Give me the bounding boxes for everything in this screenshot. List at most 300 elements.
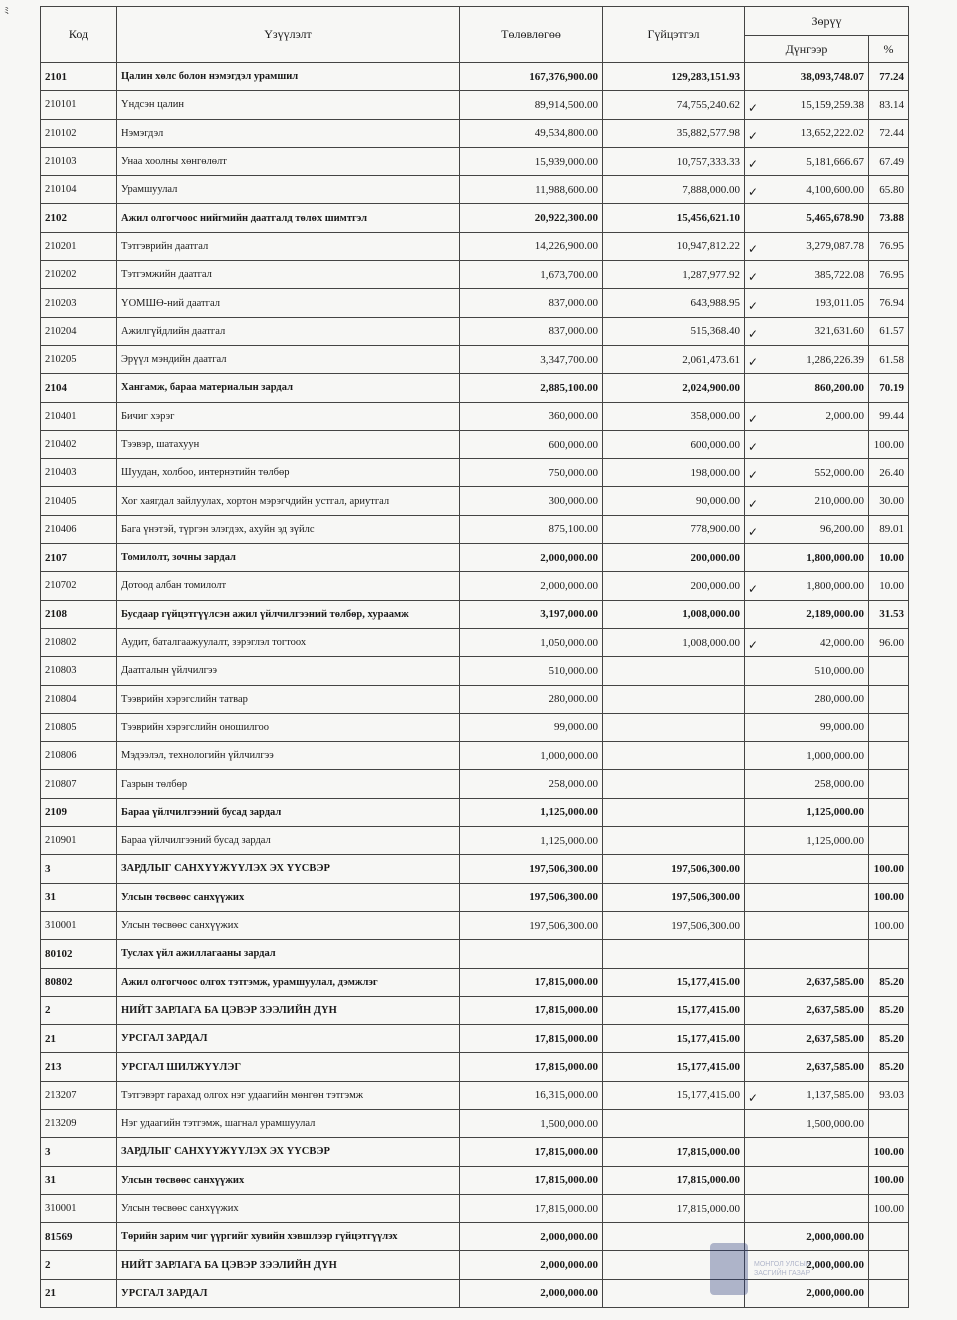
- row-plan-cell-text: 2,885,100.00: [540, 381, 598, 394]
- row-code-cell-text: 210805: [45, 721, 77, 733]
- row-plan-cell: [460, 487, 603, 515]
- row-diff-cell-text: 2,637,585.00: [806, 1061, 864, 1074]
- row-plan-cell: [460, 261, 603, 289]
- row-code-cell: [41, 459, 117, 487]
- row-percent-cell: [869, 374, 909, 402]
- row-code-cell-text: 210103: [45, 156, 77, 168]
- row-actual-cell-text: 600,000.00: [690, 438, 740, 451]
- row-plan-cell: [460, 883, 603, 911]
- row-plan-cell-text: 11,988,600.00: [535, 183, 598, 196]
- row-name-cell: [117, 1223, 460, 1251]
- row-percent-cell-text: 100.00: [873, 1174, 905, 1187]
- table-row: [41, 883, 909, 911]
- row-plan-cell-text: 837,000.00: [548, 325, 598, 338]
- table-row: [41, 147, 909, 175]
- row-name-cell-text: Бараа үйлчилгээний бусад зардал: [121, 835, 271, 847]
- row-actual-cell-text: 10,757,333.33: [676, 155, 740, 168]
- row-percent-cell-text: 76.95: [879, 240, 905, 253]
- row-plan-cell-text: 197,506,300.00: [529, 919, 598, 932]
- row-code-cell-text: 2: [45, 1004, 51, 1017]
- table-row: [41, 261, 909, 289]
- row-code-cell-text: 210406: [45, 523, 77, 535]
- row-plan-cell: [460, 1081, 603, 1109]
- row-percent-cell: [869, 628, 909, 656]
- row-percent-cell: [869, 572, 909, 600]
- row-name-cell: [117, 685, 460, 713]
- row-actual-cell-text: 515,368.40: [690, 325, 740, 338]
- row-diff-cell-text: 2,000,000.00: [806, 1259, 864, 1272]
- row-actual-cell-text: 1,008,000.00: [682, 636, 740, 649]
- row-code-cell-text: 210804: [45, 693, 77, 705]
- row-plan-cell: [460, 459, 603, 487]
- row-code-cell-text: 2101: [45, 70, 67, 83]
- table-row: [41, 685, 909, 713]
- row-code-cell: [41, 996, 117, 1024]
- row-actual-cell: [603, 176, 745, 204]
- table-row: [41, 119, 909, 147]
- row-plan-cell: [460, 996, 603, 1024]
- row-diff-cell-text: 1,286,226.39: [806, 353, 864, 366]
- row-code-cell-text: 210807: [45, 778, 77, 790]
- row-plan-cell-text: 17,815,000.00: [534, 1032, 598, 1045]
- row-diff-cell-text: 13,652,222.02: [800, 127, 864, 140]
- row-diff-cell: [745, 402, 869, 430]
- row-code-cell-text: 210102: [45, 127, 77, 139]
- table-row: [41, 374, 909, 402]
- row-percent-cell: [869, 968, 909, 996]
- row-percent-cell: [869, 600, 909, 628]
- row-plan-cell-text: 167,376,900.00: [529, 70, 598, 83]
- table-row: [41, 402, 909, 430]
- row-actual-cell: [603, 572, 745, 600]
- row-plan-cell: [460, 430, 603, 458]
- row-diff-cell: [745, 940, 869, 968]
- row-name-cell: [117, 261, 460, 289]
- row-name-cell: [117, 515, 460, 543]
- row-name-cell: [117, 1166, 460, 1194]
- row-actual-cell-text: 15,177,415.00: [676, 1032, 740, 1045]
- row-diff-cell: [745, 798, 869, 826]
- row-name-cell: [117, 1138, 460, 1166]
- row-name-cell-text: Шуудан, холбоо, интернэтийн төлбөр: [121, 467, 290, 479]
- row-actual-cell: [603, 1081, 745, 1109]
- checkmark-icon: ✓: [748, 411, 759, 426]
- col-percent-header: %: [869, 36, 909, 63]
- row-name-cell-text: Хог хаягдал зайлуулах, хортон мэрэгчдийн устгал, ариутгал: [121, 495, 390, 507]
- row-plan-cell: [460, 374, 603, 402]
- row-code-cell: [41, 402, 117, 430]
- row-code-cell: [41, 685, 117, 713]
- row-actual-cell: [603, 430, 745, 458]
- row-actual-cell-text: 2,061,473.61: [682, 353, 740, 366]
- row-plan-cell: [460, 345, 603, 373]
- row-percent-cell: [869, 402, 909, 430]
- row-code-cell: [41, 261, 117, 289]
- row-name-cell: [117, 855, 460, 883]
- row-code-cell: [41, 232, 117, 260]
- row-diff-cell: [745, 487, 869, 515]
- row-code-cell: [41, 657, 117, 685]
- row-percent-cell: [869, 798, 909, 826]
- row-name-cell-text: Улсын төсвөөс санхүүжих: [121, 891, 245, 903]
- row-actual-cell-text: 129,283,151.93: [671, 70, 740, 83]
- row-name-cell-text: Хангамж, бараа материалын зардал: [121, 382, 293, 394]
- row-plan-cell: [460, 798, 603, 826]
- table-row: [41, 1138, 909, 1166]
- col-actual-header: Гүйцэтгэл: [603, 7, 745, 63]
- government-logo: [710, 1236, 860, 1302]
- row-name-cell-text: НИЙТ ЗАРЛАГА БА ЦЭВЭР ЗЭЭЛИЙН ДҮН: [121, 1004, 337, 1016]
- row-plan-cell: [460, 1138, 603, 1166]
- row-plan-cell: [460, 628, 603, 656]
- row-code-cell: [41, 883, 117, 911]
- row-diff-cell: [745, 572, 869, 600]
- row-name-cell-text: Газрын төлбөр: [121, 778, 188, 790]
- row-diff-cell-text: 1,125,000.00: [806, 834, 864, 847]
- row-plan-cell: [460, 855, 603, 883]
- checkmark-icon: ✓: [748, 270, 759, 285]
- row-code-cell-text: 21: [45, 1287, 56, 1300]
- row-plan-cell: [460, 742, 603, 770]
- row-code-cell: [41, 374, 117, 402]
- col-difference-header: Зөрүү: [745, 7, 909, 36]
- table-row: [41, 204, 909, 232]
- row-code-cell-text: 2102: [45, 212, 67, 225]
- row-code-cell-text: 210202: [45, 269, 77, 281]
- row-name-cell: [117, 1279, 460, 1307]
- row-actual-cell: [603, 855, 745, 883]
- row-actual-cell: [603, 91, 745, 119]
- row-name-cell: [117, 572, 460, 600]
- row-name-cell: [117, 402, 460, 430]
- row-diff-cell: [745, 1053, 869, 1081]
- row-name-cell: [117, 1081, 460, 1109]
- table-row: [41, 487, 909, 515]
- row-code-cell-text: 2108: [45, 608, 67, 621]
- row-diff-cell-text: 2,637,585.00: [806, 1004, 864, 1017]
- row-percent-cell: [869, 487, 909, 515]
- row-name-cell: [117, 940, 460, 968]
- row-code-cell-text: 3: [45, 862, 51, 875]
- row-name-cell: [117, 1251, 460, 1279]
- row-name-cell: [117, 232, 460, 260]
- row-actual-cell-text: 1,008,000.00: [682, 608, 740, 621]
- row-percent-cell-text: 83.14: [879, 98, 905, 111]
- row-name-cell-text: НИЙТ ЗАРЛАГА БА ЦЭВЭР ЗЭЭЛИЙН ДҮН: [121, 1259, 337, 1271]
- row-plan-cell: [460, 1109, 603, 1137]
- row-actual-cell: [603, 402, 745, 430]
- row-diff-cell: [745, 147, 869, 175]
- row-plan-cell-text: 17,815,000.00: [534, 1004, 598, 1017]
- row-name-cell: [117, 600, 460, 628]
- row-name-cell: [117, 119, 460, 147]
- col-code-header: Код: [41, 7, 117, 63]
- row-name-cell: [117, 91, 460, 119]
- row-percent-cell-text: 100.00: [873, 891, 905, 904]
- row-code-cell: [41, 1138, 117, 1166]
- table-row: [41, 232, 909, 260]
- table-row: [41, 968, 909, 996]
- row-actual-cell: [603, 204, 745, 232]
- row-percent-cell-text: 73.88: [879, 212, 905, 225]
- row-plan-cell: [460, 1251, 603, 1279]
- row-plan-cell-text: 197,506,300.00: [529, 862, 598, 875]
- row-percent-cell: [869, 1109, 909, 1137]
- checkmark-icon: ✓: [748, 242, 759, 257]
- row-diff-cell-text: 1,800,000.00: [806, 579, 864, 592]
- row-name-cell: [117, 798, 460, 826]
- row-name-cell-text: Үндсэн цалин: [121, 99, 184, 111]
- row-plan-cell: [460, 827, 603, 855]
- row-code-cell: [41, 345, 117, 373]
- row-percent-cell: [869, 204, 909, 232]
- row-code-cell: [41, 911, 117, 939]
- row-code-cell-text: 80802: [45, 976, 73, 989]
- row-plan-cell: [460, 770, 603, 798]
- table-row: [41, 1053, 909, 1081]
- row-percent-cell-text: 72.44: [879, 127, 905, 140]
- table-row: [41, 940, 909, 968]
- row-plan-cell-text: 258,000.00: [548, 778, 598, 791]
- row-code-cell: [41, 713, 117, 741]
- row-actual-cell: [603, 713, 745, 741]
- row-plan-cell-text: 2,000,000.00: [540, 551, 598, 564]
- row-plan-cell: [460, 289, 603, 317]
- row-plan-cell-text: 300,000.00: [548, 495, 598, 508]
- row-percent-cell-text: 99.44: [879, 410, 905, 423]
- row-plan-cell-text: 89,914,500.00: [534, 98, 598, 111]
- row-name-cell-text: Тэтгэврийн даатгал: [121, 240, 209, 252]
- row-percent-cell: [869, 459, 909, 487]
- row-name-cell: [117, 713, 460, 741]
- row-name-cell-text: Дотоод албан томилолт: [121, 580, 227, 592]
- row-diff-cell: [745, 1138, 869, 1166]
- row-actual-cell-text: 15,456,621.10: [676, 212, 740, 225]
- table-row: [41, 770, 909, 798]
- row-percent-cell: [869, 1279, 909, 1307]
- row-percent-cell: [869, 883, 909, 911]
- row-percent-cell: [869, 742, 909, 770]
- row-name-cell: [117, 176, 460, 204]
- row-name-cell-text: Улсын төсвөөс санхүүжих: [121, 1203, 239, 1215]
- row-code-cell: [41, 1223, 117, 1251]
- row-diff-cell-text: 860,200.00: [814, 381, 864, 394]
- row-diff-cell: [745, 1194, 869, 1222]
- row-name-cell-text: Тэтгэмжийн даатгал: [121, 269, 212, 281]
- row-name-cell-text: Төрийн зарим чиг үүргийг хувийн хэвшлээр гүйцэтгүүлэх: [121, 1231, 398, 1243]
- row-code-cell-text: 2107: [45, 551, 67, 564]
- row-name-cell-text: Томилолт, зочны зардал: [121, 552, 236, 564]
- table-row: [41, 430, 909, 458]
- table-row: [41, 798, 909, 826]
- row-name-cell-text: Урамшуулал: [121, 184, 178, 196]
- row-name-cell-text: Даатгалын үйлчилгээ: [121, 665, 217, 677]
- row-code-cell-text: 210405: [45, 495, 77, 507]
- row-code-cell-text: 213: [45, 1061, 62, 1074]
- row-code-cell: [41, 798, 117, 826]
- row-diff-cell: [745, 1166, 869, 1194]
- checkmark-icon: ✓: [748, 496, 759, 511]
- row-plan-cell: [460, 1053, 603, 1081]
- row-name-cell: [117, 459, 460, 487]
- row-plan-cell: [460, 1223, 603, 1251]
- table-row: [41, 1081, 909, 1109]
- row-actual-cell-text: 17,815,000.00: [676, 1202, 740, 1215]
- row-actual-cell-text: 200,000.00: [690, 579, 740, 592]
- row-plan-cell: [460, 657, 603, 685]
- row-diff-cell: [745, 63, 869, 91]
- checkmark-icon: ✓: [748, 100, 759, 115]
- row-code-cell-text: 210802: [45, 637, 77, 649]
- row-actual-cell-text: 200,000.00: [690, 551, 740, 564]
- row-percent-cell-text: 70.19: [879, 381, 905, 394]
- row-actual-cell: [603, 798, 745, 826]
- row-plan-cell-text: 1,125,000.00: [540, 806, 598, 819]
- row-diff-cell-text: 1,137,585.00: [806, 1089, 864, 1102]
- row-percent-cell-text: 67.49: [879, 155, 905, 168]
- row-diff-cell: [745, 827, 869, 855]
- row-code-cell: [41, 572, 117, 600]
- row-diff-cell: [745, 883, 869, 911]
- row-plan-cell: [460, 1279, 603, 1307]
- row-code-cell: [41, 1025, 117, 1053]
- row-code-cell: [41, 317, 117, 345]
- row-percent-cell: [869, 63, 909, 91]
- row-actual-cell-text: 198,000.00: [690, 466, 740, 479]
- row-percent-cell: [869, 1251, 909, 1279]
- row-actual-cell-text: 7,888,000.00: [682, 183, 740, 196]
- row-diff-cell-text: 42,000.00: [820, 636, 864, 649]
- row-percent-cell: [869, 1025, 909, 1053]
- checkmark-icon: ✓: [748, 581, 759, 596]
- row-code-cell-text: 31: [45, 1174, 56, 1187]
- row-name-cell: [117, 1194, 460, 1222]
- row-name-cell: [117, 204, 460, 232]
- row-plan-cell: [460, 119, 603, 147]
- row-percent-cell-text: 100.00: [873, 1145, 905, 1158]
- row-actual-cell-text: 17,815,000.00: [676, 1174, 740, 1187]
- row-diff-cell: [745, 968, 869, 996]
- row-name-cell-text: Туслах үйл ажиллагааны зардал: [121, 948, 276, 960]
- row-code-cell-text: 80102: [45, 947, 73, 960]
- row-actual-cell-text: 15,177,415.00: [676, 1089, 740, 1102]
- row-plan-cell-text: 875,100.00: [548, 523, 598, 536]
- row-code-cell-text: 310001: [45, 1203, 77, 1215]
- row-name-cell-text: Ажил олгогчоос олгох тэтгэмж, урамшуулал, дэмжлэг: [121, 976, 378, 988]
- row-plan-cell-text: 15,939,000.00: [534, 155, 598, 168]
- checkmark-icon: ✓: [748, 1090, 759, 1105]
- row-plan-cell: [460, 204, 603, 232]
- row-plan-cell: [460, 940, 603, 968]
- row-diff-cell-text: 1,000,000.00: [806, 749, 864, 762]
- row-diff-cell: [745, 911, 869, 939]
- row-percent-cell: [869, 544, 909, 572]
- row-code-cell: [41, 1279, 117, 1307]
- row-plan-cell-text: 17,815,000.00: [534, 976, 598, 989]
- row-diff-cell-text: 2,000,000.00: [806, 1230, 864, 1243]
- row-percent-cell-text: 85.20: [879, 976, 905, 989]
- row-diff-cell: [745, 742, 869, 770]
- row-actual-cell-text: 10,947,812.22: [676, 240, 740, 253]
- row-name-cell-text: Тээвэр, шатахуун: [121, 439, 200, 450]
- row-code-cell: [41, 91, 117, 119]
- row-diff-cell: [745, 515, 869, 543]
- row-percent-cell: [869, 232, 909, 260]
- row-plan-cell: [460, 402, 603, 430]
- row-name-cell: [117, 996, 460, 1024]
- row-code-cell-text: 210402: [45, 439, 77, 450]
- row-percent-cell-text: 100.00: [873, 1202, 905, 1215]
- row-percent-cell: [869, 176, 909, 204]
- row-actual-cell: [603, 1194, 745, 1222]
- row-actual-cell-text: 197,506,300.00: [671, 891, 740, 904]
- row-percent-cell-text: 30.00: [879, 495, 905, 508]
- row-percent-cell: [869, 1138, 909, 1166]
- row-diff-cell: [745, 544, 869, 572]
- row-plan-cell-text: 1,050,000.00: [540, 636, 598, 649]
- checkmark-icon: ✓: [748, 440, 759, 455]
- row-diff-cell-text: 258,000.00: [814, 778, 864, 791]
- row-actual-cell-text: 15,177,415.00: [676, 1061, 740, 1074]
- row-plan-cell-text: 2,000,000.00: [540, 1230, 598, 1243]
- row-diff-cell: [745, 261, 869, 289]
- row-code-cell: [41, 968, 117, 996]
- budget-report-page: [40, 6, 908, 1308]
- row-code-cell-text: 210104: [45, 184, 77, 196]
- row-diff-cell-text: 385,722.08: [814, 268, 864, 281]
- row-name-cell: [117, 487, 460, 515]
- row-actual-cell: [603, 261, 745, 289]
- table-row: [41, 628, 909, 656]
- row-diff-cell: [745, 345, 869, 373]
- row-name-cell-text: Ажилгүйдлийн даатгал: [121, 325, 226, 337]
- row-code-cell-text: 210901: [45, 835, 77, 847]
- row-actual-cell: [603, 1109, 745, 1137]
- row-percent-cell: [869, 317, 909, 345]
- row-code-cell-text: 210203: [45, 297, 77, 309]
- row-name-cell-text: Улсын төсвөөс санхүүжих: [121, 1174, 245, 1186]
- row-diff-cell-text: 1,125,000.00: [806, 806, 864, 819]
- row-code-cell: [41, 487, 117, 515]
- table-row: [41, 317, 909, 345]
- row-diff-cell: [745, 204, 869, 232]
- row-name-cell: [117, 63, 460, 91]
- row-diff-cell: [745, 1025, 869, 1053]
- row-percent-cell: [869, 911, 909, 939]
- row-percent-cell: [869, 827, 909, 855]
- row-actual-cell: [603, 1053, 745, 1081]
- row-diff-cell: [745, 713, 869, 741]
- checkmark-icon: ✓: [748, 326, 759, 341]
- row-diff-cell-text: 3,279,087.78: [806, 240, 864, 253]
- row-actual-cell: [603, 628, 745, 656]
- logo-text: МОНГОЛ УЛСЫН ЗАСГИЙН ГАЗАР: [754, 1261, 811, 1277]
- row-name-cell-text: Эрүүл мэндийн даатгал: [121, 354, 227, 366]
- row-name-cell: [117, 1025, 460, 1053]
- row-plan-cell-text: 2,000,000.00: [540, 1259, 598, 1272]
- table-row: [41, 827, 909, 855]
- row-name-cell: [117, 883, 460, 911]
- row-diff-cell-text: 321,631.60: [814, 325, 864, 338]
- row-name-cell-text: Бичиг хэрэг: [121, 410, 175, 422]
- row-diff-cell-text: 99,000.00: [820, 721, 864, 734]
- row-plan-cell: [460, 911, 603, 939]
- row-diff-cell: [745, 1081, 869, 1109]
- row-percent-cell: [869, 713, 909, 741]
- row-diff-cell-text: 280,000.00: [814, 693, 864, 706]
- row-actual-cell: [603, 63, 745, 91]
- row-code-cell-text: 210401: [45, 410, 77, 422]
